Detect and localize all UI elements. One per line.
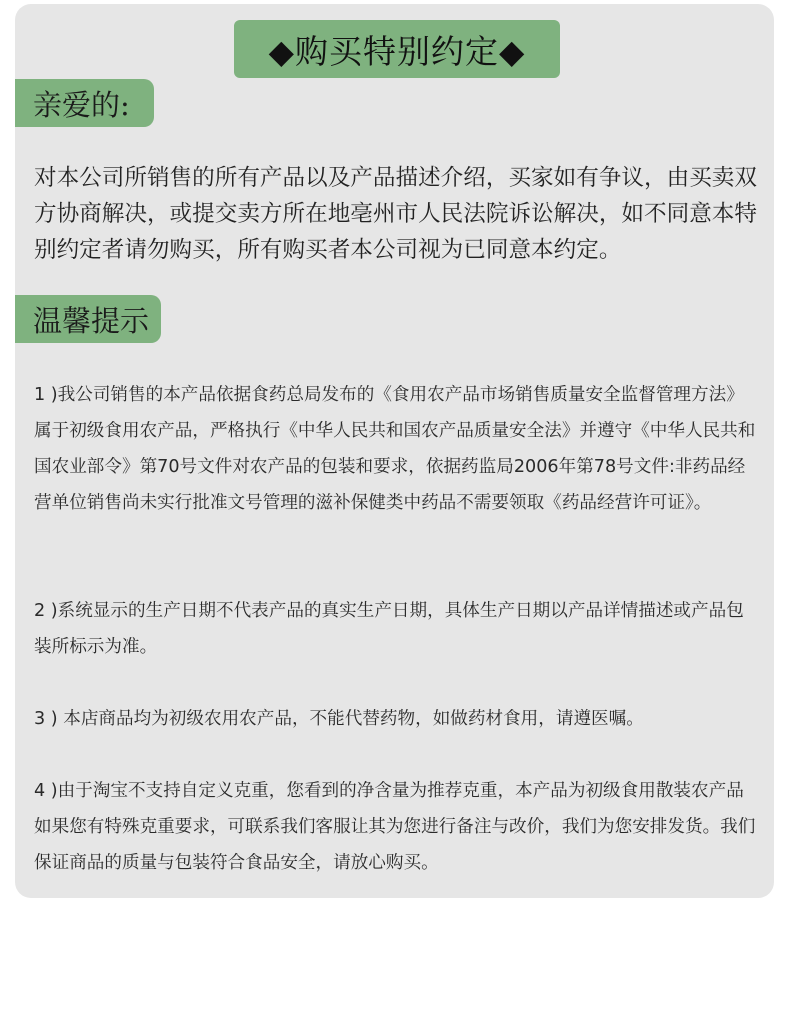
dear-heading: 亲爱的: — [15, 79, 154, 127]
tip-item-2: 2 )系统显示的生产日期不代表产品的真实生产日期，具体生产日期以产品详情描述或产品包装所标示为准。 — [34, 601, 744, 657]
purchase-agreement-text: 对本公司所销售的所有产品以及产品描述介绍，买家如有争议，由买卖双方协商解决，或提交卖方所在地亳州市人民法院诉讼解决，如不同意本特别约定者请勿购买，所有购买者本公司视为已同意本约定。 — [34, 165, 757, 263]
tip-item-4: 4 )由于淘宝不支持自定义克重，您看到的净含量为推荐克重，本产品为初级食用散装农产品如果您有特殊克重要求，可联系我们客服让其为您进行备注与改价，我们为您安排发货。我们保证商品的质量与包装符合食品安全，请放心购买。 — [34, 781, 756, 873]
tip-item-3: 3 ) 本店商品均为初级农用农产品，不能代替药物，如做药材食用，请遵医嘱。 — [34, 709, 644, 729]
page-title: ◆购买特别约定◆ — [234, 20, 560, 78]
tips-heading: 温馨提示 — [15, 295, 161, 343]
tip-item-1: 1 )我公司销售的本产品依据食药总局发布的《食用农产品市场销售质量安全监督管理方法》属于初级食用农产品，严格执行《中华人民共和国农产品质量安全法》并遵守《中华人民共和国农业部令》第70号文件对农产品的包装和要求，依据药监局2006年第78号文件:非药品经营单位销售尚未实行批准文号管理的滋补保健类中药品不需要领取《药品经营许可证》。 — [34, 385, 756, 513]
